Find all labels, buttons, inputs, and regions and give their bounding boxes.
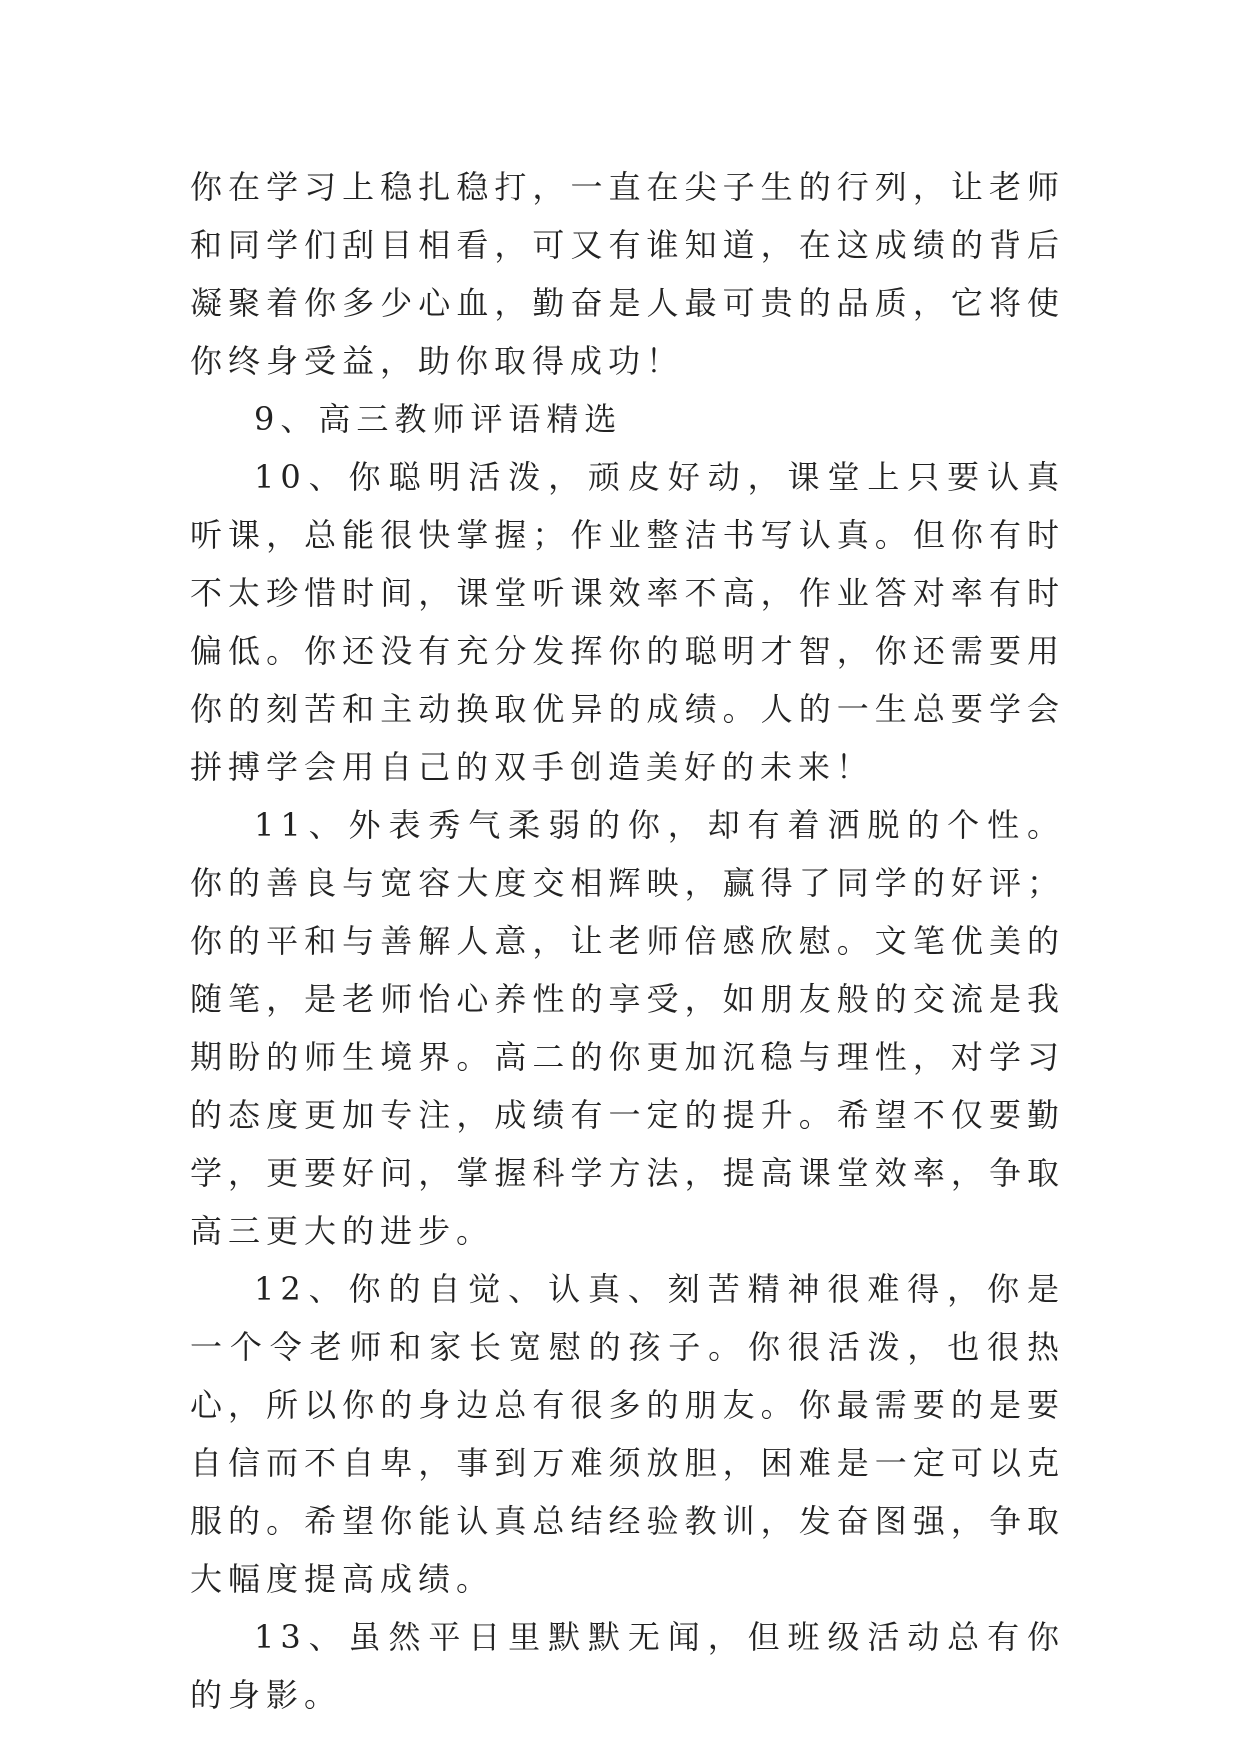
document-body [190,158,1065,1724]
section-heading-9: 9、高三教师评语精选 [254,400,623,438]
paragraph-13: 13、虽然平日里默默无闻，但班级活动总有你的身影。 [190,1618,1065,1714]
paragraph-10: 10、你聪明活泼，顽皮好动，课堂上只要认真听课，总能很快掌握；作业整洁书写认真。但你有时不太珍惜时间，课堂听课效率不高，作业答对率有时偏低。你还没有充分发挥你的聪明才智，你还需要用你的刻苦和主动换取优异的成绩。人的一生总要学会拼搏学会用自己的双手创造美好的未来！ [190,458,1065,786]
paragraph-continuation: 你在学习上稳扎稳打，一直在尖子生的行列，让老师和同学们刮目相看，可又有谁知道，在这成绩的背后凝聚着你多少心血，勤奋是人最可贵的品质，它将使你终身受益，助你取得成功！ [190,168,1065,380]
paragraph-11: 11、外表秀气柔弱的你，却有着洒脱的个性。你的善良与宽容大度交相辉映，赢得了同学的好评；你的平和与善解人意，让老师倍感欣慰。文笔优美的随笔，是老师怡心养性的享受，如朋友般的交流是我期盼的师生境界。高二的你更加沉稳与理性，对学习的态度更加专注，成绩有一定的提升。希望不仅要勤学，更要好问，掌握科学方法，提高课堂效率，争取高三更大的进步。 [190,806,1065,1250]
paragraph-12: 12、你的自觉、认真、刻苦精神很难得，你是一个令老师和家长宽慰的孩子。你很活泼，也很热心，所以你的身边总有很多的朋友。你最需要的是要自信而不自卑，事到万难须放胆，困难是一定可以克服的。希望你能认真总结经验教训，发奋图强，争取大幅度提高成绩。 [190,1270,1065,1598]
